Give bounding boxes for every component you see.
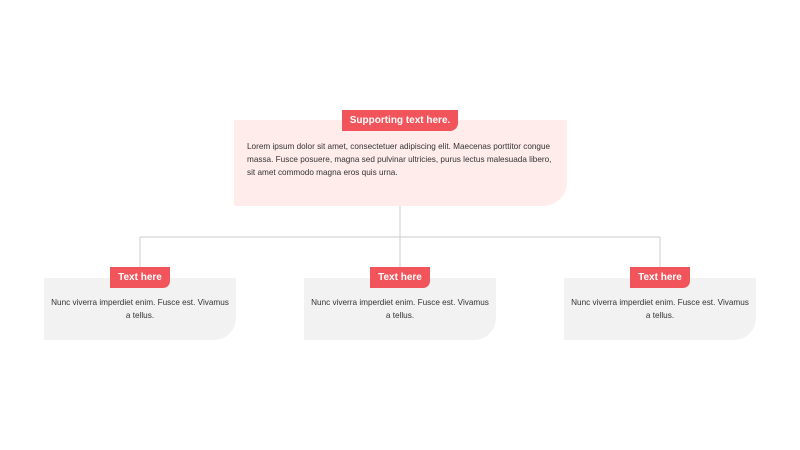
top-node-body: Lorem ipsum dolor sit amet, consectetuer adipiscing elit. Maecenas porttitor congue massa. Fusce posuere, magna sed pulvinar ultricies, purus lectus malesuada libero, sit amet commodo magna eros quis urna. [247, 142, 552, 177]
child-node-body-1: Nunc viverra imperdiet enim. Fusce est. Vivamus a tellus. [51, 298, 229, 320]
child-node-body-2: Nunc viverra imperdiet enim. Fusce est. Vivamus a tellus. [311, 298, 489, 320]
child-node-label-2: Text here [370, 267, 430, 288]
top-node-card [234, 120, 567, 206]
child-node-label-3: Text here [630, 267, 690, 288]
top-node-label: Supporting text here. [342, 110, 458, 131]
child-node-body-3: Nunc viverra imperdiet enim. Fusce est. Vivamus a tellus. [571, 298, 749, 320]
child-node-label-1: Text here [110, 267, 170, 288]
